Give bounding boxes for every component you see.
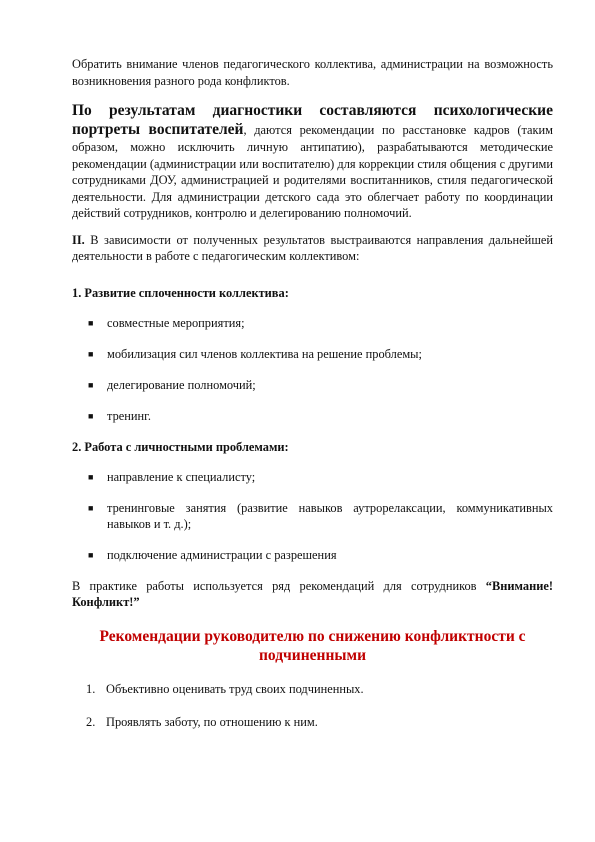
recommendations-list [72,681,553,730]
practice-text: В практике работы используется ряд рекомендаций для сотрудников [72,578,486,593]
practice-quote: “Внимание! Конфликт!” [72,578,553,609]
list-item [72,500,553,532]
bullet-icon: ■ [88,471,94,482]
list-item [72,408,553,424]
portraits-lead: По результатам диагностики составляются психологические портреты воспитателей [72,102,553,138]
bullet-icon: ■ [88,502,94,513]
list-item-text: подключение администрации с разрешения [107,547,337,562]
bullet-icon: ■ [88,348,94,359]
item-number: 1. [86,681,96,696]
bullet-icon: ■ [88,379,94,390]
item-number: 2. [86,714,96,729]
group1-heading: 1. Развитие сплоченности коллектива: [72,285,289,300]
list-item-text: Объективно оценивать труд своих подчиненных. [106,681,364,696]
group2-heading: 2. Работа с личностными проблемами: [72,439,289,454]
list-item [72,346,553,362]
list-item-text: совместные мероприятия; [107,315,245,330]
list-item-text: мобилизация сил членов коллектива на решение проблемы; [107,346,422,361]
portraits-text: , даются рекомендации по расстановке кадров (таким образом, можно исключить личную антипатию), разрабатываются методические рекомендации (администрации или воспитателю) для коррекции стиля общения с другими сотрудниками ДОУ, администрацией и родителями воспитанников, стиля педагогической деятельности. Для администрации детского сада это облегчает работу по координации действий сотрудников, контролю и делегированию полномочий. [72,123,554,220]
group2-list [72,469,553,563]
bullet-icon: ■ [88,549,94,560]
list-item [72,377,553,393]
portraits-paragraph [72,101,553,222]
section-two-text: В зависимости от полученных результатов выстраиваются направления дальнейшей деятельности в работе с педагогическим коллективом: [72,232,553,263]
practice-paragraph [72,578,553,611]
recommendations-heading: Рекомендации руководителю по снижению конфликтности с подчиненными [99,627,526,664]
list-item [72,315,553,331]
list-item-text: тренинг. [107,408,151,423]
intro-paragraph: Обратить внимание членов педагогического коллектива, администрации на возможность возникновения разного рода конфликтов. [72,57,553,88]
list-item-text: делегирование полномочий; [107,377,256,392]
list-item [72,681,553,697]
group1-list [72,315,553,424]
list-item [72,547,553,563]
list-item-text: Проявлять заботу, по отношению к ним. [106,714,318,729]
bullet-icon: ■ [88,317,94,328]
section-two-paragraph [72,232,553,265]
bullet-icon: ■ [88,410,94,421]
list-item-text: тренинговые занятия (развитие навыков аутрорелаксации, коммуникативных навыков и т. д.); [107,500,553,531]
document-page [72,56,553,747]
list-item [72,714,553,730]
section-two-marker: II. [72,232,85,247]
list-item [72,469,553,485]
list-item-text: направление к специалисту; [107,469,256,484]
